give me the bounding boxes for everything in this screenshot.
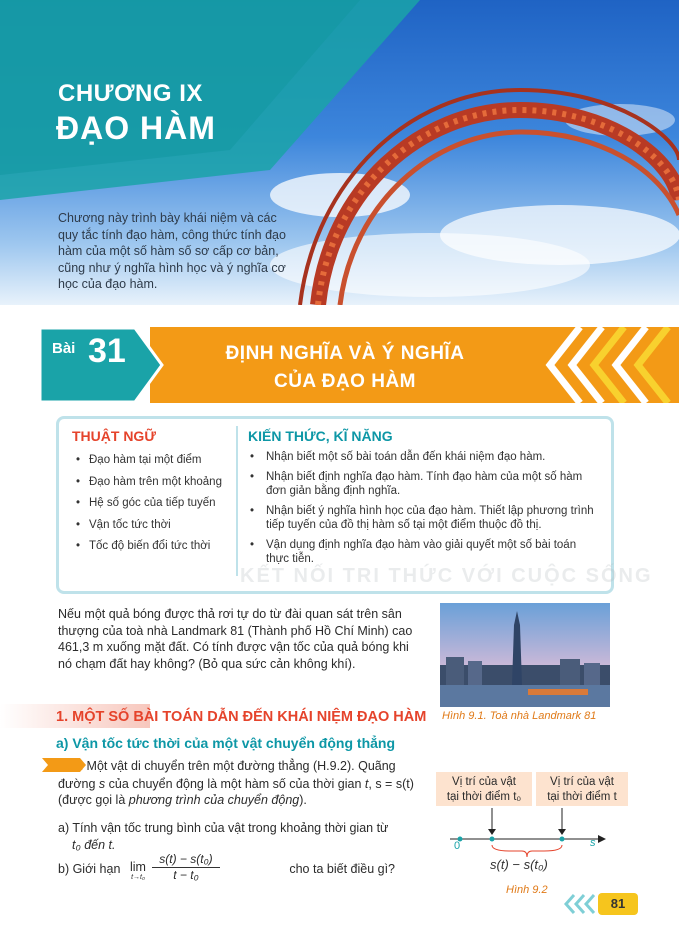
intro-problem: Nếu một quả bóng được thả rơi tự do từ đài quan sát trên sân thượng của toà nhà Landmark 81 (Thành phố Hồ Chí Minh) cao 461,3 m xuống mặt đất. Có tính được vận tốc của quả bóng khi nó chạm đất hay không? (Bỏ qua sức cản không khí).	[58, 607, 413, 672]
position-box-t: Vị trí của vật tại thời điểm t	[536, 772, 628, 806]
motion-axis-diagram	[430, 805, 610, 865]
chapter-label: CHƯƠNG IX	[58, 80, 203, 107]
limit-fraction: $\frac{\text{s(t) − s(t₀)}}{\text{t − t₀}}$	[152, 852, 220, 882]
lesson-title-line2: CỦA ĐẠO HÀM	[273, 371, 416, 392]
axis-origin-label: 0	[454, 840, 461, 852]
list-item: • Vận dụng định nghĩa đạo hàm vào giải quyết một số bài toán thực tiễn.	[250, 538, 600, 566]
lesson-number: 31	[88, 332, 126, 370]
question-a: a) Tính vận tốc trung bình của vật trong khoảng thời gian từ t₀ đến t.	[58, 821, 389, 852]
lesson-title	[180, 340, 510, 396]
list-item: • Nhận biết ý nghĩa hình học của đạo hàm. Thiết lập phương trình tiếp tuyến của đồ thị hàm số tại một điểm thuộc đồ thị.	[250, 504, 600, 532]
lesson-word: Bài	[52, 340, 76, 357]
list-item: • Đạo hàm trên một khoảng	[76, 472, 236, 494]
terms-list	[76, 450, 236, 558]
list-item: • Nhận biết một số bài toán dẫn đến khái niệm đạo hàm.	[250, 450, 600, 464]
figure2-caption: Hình 9.2	[506, 884, 548, 896]
list-item: • Đạo hàm tại một điểm	[76, 450, 236, 472]
lesson-title-line1: ĐỊNH NGHĨA VÀ Ý NGHĨA	[225, 343, 465, 364]
activity-code: HĐ1.	[58, 761, 84, 773]
chapter-title: ĐẠO HÀM	[56, 110, 216, 146]
activity-text: HĐ1. Một vật di chuyển trên một đường thẳng (H.9.2). Quãng đường s của chuyển động là một hàm số của thời gian t, s = s(t) (được gọi là phương trình của chuyển động).	[58, 759, 414, 808]
publisher-watermark: KẾT NỐI TRI THỨC VỚI CUỘC SỐNG	[240, 565, 653, 587]
section-title: 1. MỘT SỐ BÀI TOÁN DẪN ĐẾN KHÁI NIỆM ĐẠO HÀM	[56, 709, 427, 725]
axis-label: s	[590, 837, 596, 849]
list-item: • Nhận biết định nghĩa đạo hàm. Tính đạo hàm của một số hàm đơn giản bằng định nghĩa.	[250, 470, 600, 498]
list-item: • Hệ số góc của tiếp tuyến	[76, 493, 236, 515]
limit-operator: lim t→t₀	[130, 860, 146, 881]
chevron-decoration-icon	[540, 327, 679, 403]
list-item: • Vận tốc tức thời	[76, 515, 236, 537]
list-item: • Tốc độ biến đổi tức thời	[76, 536, 236, 558]
displacement-label: s(t) − s(t₀)	[490, 857, 548, 872]
skills-heading: KIẾN THỨC, KĨ NĂNG	[248, 428, 393, 444]
figure1-caption: Hình 9.1. Toà nhà Landmark 81	[442, 710, 597, 722]
box-divider	[236, 426, 238, 576]
landmark81-photo	[440, 603, 610, 707]
position-box-t0: Vị trí của vật tại thời điểm t₀	[436, 772, 532, 806]
page-number: 81	[598, 893, 638, 915]
section-subtitle: a) Vận tốc tức thời của một vật chuyển động thẳng	[56, 735, 396, 751]
chapter-intro: Chương này trình bày khái niệm và các quy tắc tính đạo hàm, công thức tính đạo hàm của một số hàm số sơ cấp cơ bản, cũng như ý nghĩa hình học và ý nghĩa cơ học của đạo hàm.	[58, 211, 286, 291]
question-b: b) Giới hạn cho ta biết điều gì?	[58, 862, 395, 876]
page-chevrons-icon	[560, 893, 600, 915]
skills-list	[250, 450, 600, 572]
terms-heading: THUẬT NGỮ	[72, 428, 156, 444]
